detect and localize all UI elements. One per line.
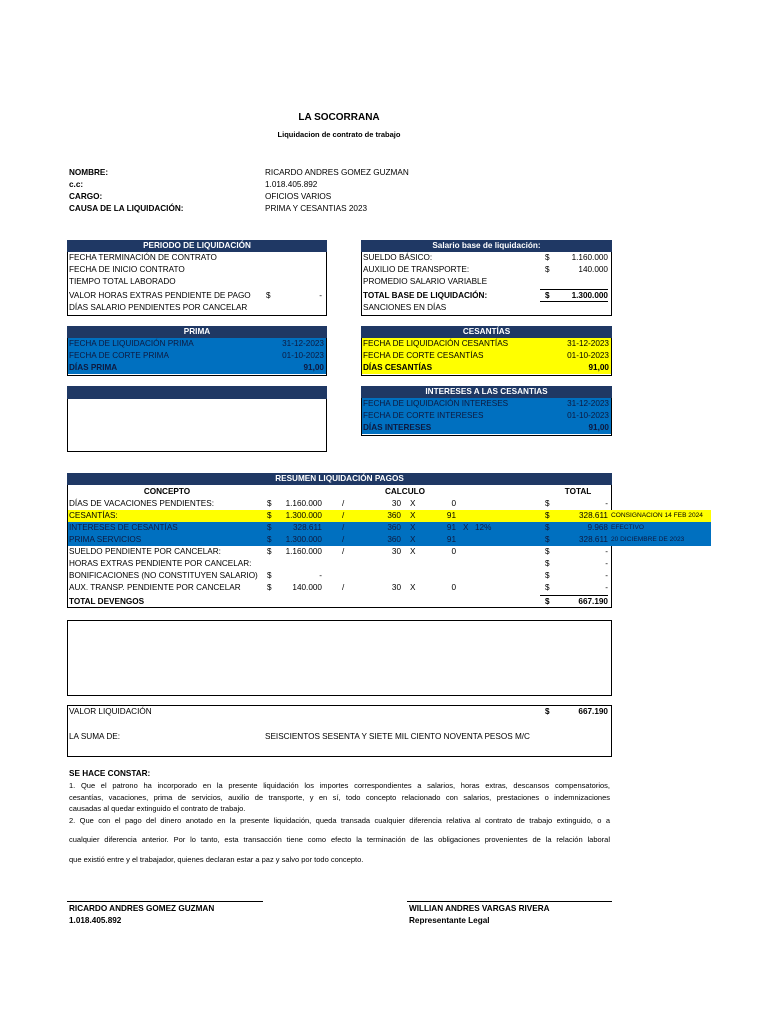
resumen-days: 0 — [451, 499, 456, 508]
cesantias-corte-label: FECHA DE CORTE CESANTÍAS — [363, 351, 484, 360]
salario-header: Salario base de liquidación: — [361, 240, 612, 252]
resumen-concept: PRIMA SERVICIOS — [69, 535, 142, 544]
liquidation-cause: PRIMA Y CESANTIAS 2023 — [265, 204, 368, 213]
resumen-concept: HORAS EXTRAS PENDIENTE POR CANCELAR: — [69, 559, 252, 568]
prima-corte-value: 01-10-2023 — [282, 351, 324, 360]
resumen-days: 0 — [451, 583, 456, 592]
resumen-row — [68, 510, 711, 522]
resumen-percent: 12% — [475, 523, 492, 532]
periodo-row-4: VALOR HORAS EXTRAS PENDIENTE DE PAGO — [69, 291, 251, 300]
resumen-divisor: 360 — [387, 523, 401, 532]
signature-employee-name: RICARDO ANDRES GOMEZ GUZMAN — [69, 904, 215, 913]
constar-title: SE HACE CONSTAR: — [69, 769, 151, 778]
cesantias-row-dias — [362, 362, 611, 374]
signature-legal-name: WILLIAN ANDRES VARGAS RIVERA — [409, 904, 550, 913]
col-concepto: CONCEPTO — [143, 487, 191, 496]
intereses-row-corte — [362, 410, 611, 422]
intereses-liquidacion-value: 31-12-2023 — [567, 399, 609, 408]
resumen-operator: / — [342, 499, 345, 508]
resumen-row — [68, 570, 611, 582]
role-label: CARGO: — [69, 192, 103, 201]
signature-line-employee — [67, 901, 263, 902]
resumen-total: 328.611 — [579, 511, 608, 520]
resumen-currency: $ — [267, 511, 272, 520]
resumen-amount: 1.300.000 — [285, 511, 322, 520]
resumen-total: 9.968 — [587, 523, 608, 532]
sanciones-label: SANCIONES EN DÍAS — [363, 303, 447, 312]
salario-total-underline — [540, 301, 608, 302]
resumen-divisor: 30 — [391, 583, 401, 592]
constar-p1-line3: causadas al quedar extinguido el contrato de trabajo. — [69, 804, 246, 813]
cause-label: CAUSA DE LA LIQUIDACIÓN: — [69, 204, 184, 213]
resumen-total-currency: $ — [545, 597, 550, 606]
intereses-row-liquidacion — [362, 398, 611, 410]
resumen-total-currency: $ — [545, 499, 550, 508]
resumen-days: 91 — [446, 535, 456, 544]
transport-label: AUXILIO DE TRANSPORTE: — [363, 265, 470, 274]
resumen-currency: $ — [267, 547, 272, 556]
periodo-row-3: TIEMPO TOTAL LABORADO — [69, 277, 176, 286]
resumen-operator: / — [342, 535, 345, 544]
resumen-days: 0 — [451, 547, 456, 556]
resumen-multiply: X — [410, 499, 416, 508]
prima-liquidacion-label: FECHA DE LIQUIDACIÓN PRIMA — [69, 339, 194, 348]
intereses-row-dias — [362, 422, 611, 434]
valor-label: VALOR LIQUIDACIÓN — [69, 707, 152, 716]
col-total: TOTAL — [564, 487, 592, 496]
resumen-total-currency: $ — [545, 511, 550, 520]
employee-name: RICARDO ANDRES GOMEZ GUZMAN — [265, 168, 409, 177]
name-label: NOMBRE: — [69, 168, 109, 177]
constar-p2-line3: que existió entre y el trabajador, quienes declaran estar a paz y salvo por todo concepto. — [69, 854, 364, 864]
cesantias-liquidacion-label: FECHA DE LIQUIDACIÓN CESANTÍAS — [363, 339, 509, 348]
valor-value: 667.190 — [578, 707, 608, 716]
cesantias-corte-value: 01-10-2023 — [567, 351, 609, 360]
resumen-concept: CESANTÍAS: — [69, 511, 118, 520]
resumen-divisor: 360 — [387, 535, 401, 544]
cesantias-header: CESANTÍAS — [361, 326, 612, 338]
periodo-header: PERIODO DE LIQUIDACIÓN — [67, 240, 327, 252]
resumen-note: EFECTIVO — [611, 524, 644, 531]
constar-p2-line1: 2. Que con el pago del dinero anotado en la presente liquidación, queda transada cualquier diferencia relativa al contrato de trabajo extinguido, o a — [69, 815, 610, 825]
resumen-operator: / — [342, 523, 345, 532]
prima-dias-value: 91,00 — [303, 363, 324, 372]
constar-p1-line2: cesantías, vacaciones, prima de servicios, auxilio de transporte, y en sí, todo concepto relacionado con salarios, prestaciones o indemnizaciones — [69, 792, 610, 802]
resumen-days: 91 — [446, 523, 456, 532]
resumen-operator: / — [342, 547, 345, 556]
signature-legal-role: Representante Legal — [409, 916, 490, 925]
blank-box-left-header — [67, 386, 327, 399]
resumen-total-currency: $ — [545, 523, 550, 532]
resumen-total-label: TOTAL DEVENGOS — [69, 597, 145, 606]
resumen-total: - — [605, 559, 608, 568]
document-subtitle: Liquidacion de contrato de trabajo — [277, 130, 401, 139]
resumen-multiply: X — [410, 583, 416, 592]
cesantias-dias-value: 91,00 — [588, 363, 609, 372]
cesantias-row-liquidacion — [362, 338, 611, 350]
cesantias-dias-label: DÍAS CESANTÍAS — [363, 363, 433, 372]
resumen-concept: DÍAS DE VACACIONES PENDIENTES: — [69, 499, 214, 508]
resumen-multiply: X — [410, 523, 416, 532]
resumen-amount: 1.160.000 — [285, 547, 322, 556]
prima-corte-label: FECHA DE CORTE PRIMA — [69, 351, 169, 360]
blank-box-notes — [67, 620, 612, 696]
resumen-total-currency: $ — [545, 535, 550, 544]
salario-total-value: 1.300.000 — [571, 291, 608, 300]
extras-value: - — [319, 291, 322, 300]
resumen-note: 20 DICIEMBRE DE 2023 — [611, 536, 685, 543]
resumen-row — [68, 558, 611, 570]
resumen-row — [68, 546, 611, 558]
intereses-corte-label: FECHA DE CORTE INTERESES — [363, 411, 484, 420]
resumen-header: RESUMEN LIQUIDACIÓN PAGOS — [67, 473, 612, 485]
constar-text — [69, 780, 610, 865]
prima-header: PRIMA — [67, 326, 327, 338]
basic-value: 1.160.000 — [571, 253, 608, 262]
resumen-concept: INTERESES DE CESANTÍAS — [69, 523, 178, 532]
resumen-concept: BONIFICACIONES (NO CONSTITUYEN SALARIO) — [69, 571, 258, 580]
constar-p1-line1: 1. Que el patrono ha incorporado en la presente liquidación los importes correspondientes a salarios, horas extras, descansos compensatorios, — [69, 781, 610, 790]
resumen-total-currency: $ — [545, 559, 550, 568]
resumen-days: 91 — [446, 511, 456, 520]
resumen-multiply: X — [410, 511, 416, 520]
resumen-total-currency: $ — [545, 571, 550, 580]
resumen-currency: $ — [267, 583, 272, 592]
intereses-dias-label: DÍAS INTERESES — [363, 423, 432, 432]
resumen-multiply: X — [410, 535, 416, 544]
extras-currency: $ — [266, 291, 271, 300]
resumen-total: - — [605, 499, 608, 508]
basic-label: SUELDO BÁSICO: — [363, 253, 433, 262]
resumen-total-underline — [540, 607, 608, 608]
prima-liquidacion-value: 31-12-2023 — [282, 339, 324, 348]
suma-words: SEISCIENTOS SESENTA Y SIETE MIL CIENTO NOVENTA PESOS M/C — [265, 732, 530, 741]
resumen-row — [68, 522, 711, 534]
valor-currency: $ — [545, 707, 550, 716]
transport-currency: $ — [545, 265, 550, 274]
constar-p2-line2: cualquier diferencia anterior. Por lo tanto, esta transacción tiene como efecto la terminación de las obligaciones provenientes de la relación laboral — [69, 835, 610, 844]
resumen-currency: $ — [267, 523, 272, 532]
periodo-row-5: DÍAS SALARIO PENDIENTES POR CANCELAR — [69, 303, 248, 312]
resumen-note: CONSIGNACION 14 FEB 2024 — [611, 512, 703, 519]
resumen-currency: $ — [267, 499, 272, 508]
resumen-amount: - — [319, 571, 322, 580]
employee-cc: 1.018.405.892 — [265, 180, 318, 189]
resumen-operator: / — [342, 511, 345, 520]
resumen-multiply: X — [410, 547, 416, 556]
resumen-amount: 1.160.000 — [285, 499, 322, 508]
intereses-liquidacion-label: FECHA DE LIQUIDACIÓN INTERESES — [363, 399, 509, 408]
resumen-currency: $ — [267, 571, 272, 580]
intereses-dias-value: 91,00 — [588, 423, 609, 432]
resumen-total: - — [605, 547, 608, 556]
resumen-row — [68, 534, 711, 546]
periodo-row-2: FECHA DE INICIO CONTRATO — [69, 265, 185, 274]
basic-currency: $ — [545, 253, 550, 262]
company-title: LA SOCORRANA — [298, 112, 380, 123]
employee-role: OFICIOS VARIOS — [265, 192, 332, 201]
resumen-row — [68, 498, 611, 510]
salario-total-currency: $ — [545, 291, 550, 300]
resumen-amount: 1.300.000 — [285, 535, 322, 544]
resumen-concept: AUX. TRANSP. PENDIENTE POR CANCELAR — [69, 583, 241, 592]
prima-row-liquidacion — [68, 338, 326, 350]
prima-row-corte — [68, 350, 326, 362]
resumen-divisor: 360 — [387, 511, 401, 520]
resumen-divisor: 30 — [391, 499, 401, 508]
resumen-total-currency: $ — [545, 547, 550, 556]
prima-row-dias — [68, 362, 326, 374]
intereses-header: INTERESES A LAS CESANTIAS — [361, 386, 612, 398]
intereses-corte-value: 01-10-2023 — [567, 411, 609, 420]
transport-value: 140.000 — [578, 265, 608, 274]
resumen-divisor: 30 — [391, 547, 401, 556]
col-calculo: CALCULO — [384, 487, 426, 496]
resumen-total-currency: $ — [545, 583, 550, 592]
suma-label: LA SUMA DE: — [69, 732, 120, 741]
periodo-row-1: FECHA TERMINACIÓN DE CONTRATO — [69, 253, 217, 262]
cesantias-liquidacion-value: 31-12-2023 — [567, 339, 609, 348]
prima-dias-label: DÍAS PRIMA — [69, 363, 118, 372]
resumen-operator: / — [342, 583, 345, 592]
resumen-row — [68, 582, 611, 594]
salario-total-label: TOTAL BASE DE LIQUIDACIÓN: — [363, 291, 488, 300]
resumen-currency: $ — [267, 535, 272, 544]
variable-label: PROMEDIO SALARIO VARIABLE — [363, 277, 488, 286]
signature-line-legal — [407, 901, 612, 902]
signature-employee-id: 1.018.405.892 — [69, 916, 122, 925]
resumen-total-value: 667.190 — [578, 597, 608, 606]
resumen-amount: 328.611 — [293, 523, 322, 532]
resumen-total: 328.611 — [579, 535, 608, 544]
resumen-total: - — [605, 571, 608, 580]
resumen-total: - — [605, 583, 608, 592]
resumen-amount: 140.000 — [292, 583, 322, 592]
cc-label: c.c: — [69, 180, 84, 189]
cesantias-row-corte — [362, 350, 611, 362]
resumen-concept: SUELDO PENDIENTE POR CANCELAR: — [69, 547, 221, 556]
resumen-multiply-2: X — [463, 523, 469, 532]
